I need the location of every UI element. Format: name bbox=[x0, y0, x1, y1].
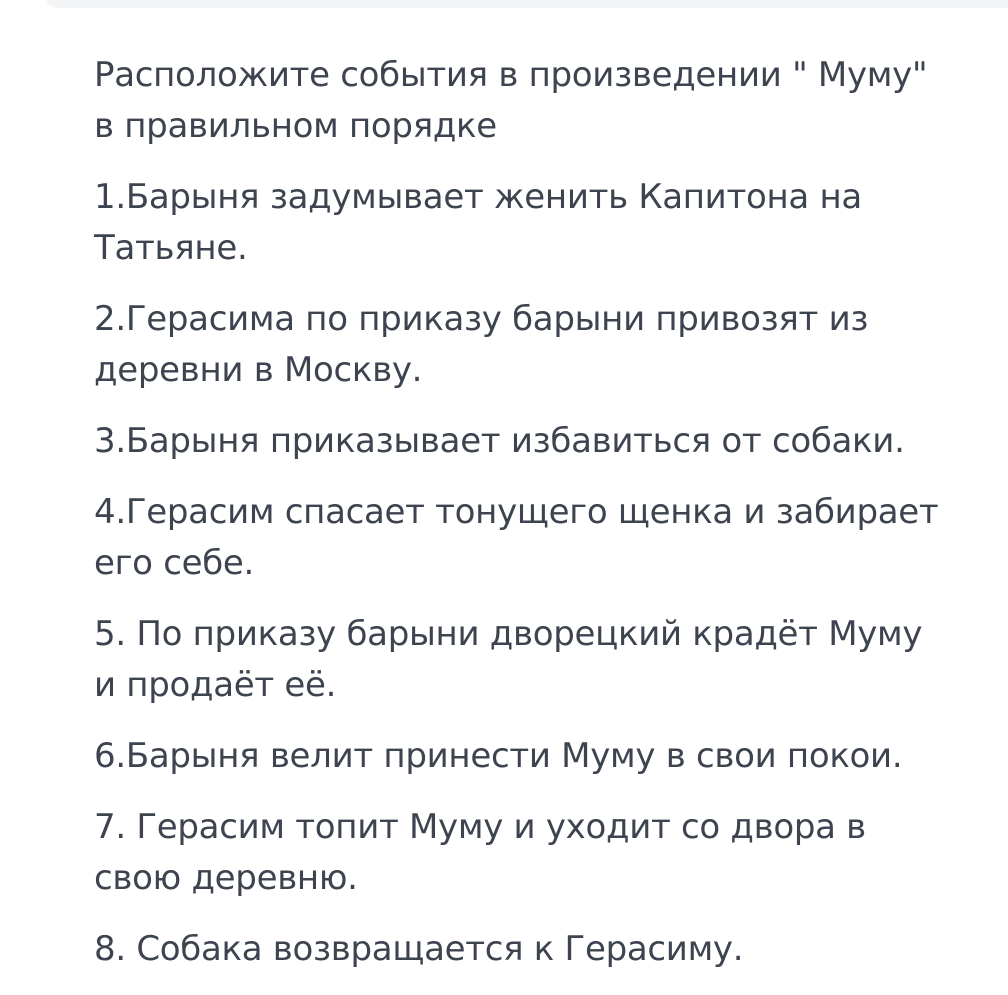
event-2-line-2: деревни в Москву. bbox=[94, 350, 423, 390]
event-item-6 bbox=[94, 731, 994, 782]
event-item-2 bbox=[94, 294, 994, 396]
event-item-4 bbox=[94, 487, 994, 589]
event-5-line-2: и продаёт её. bbox=[94, 665, 337, 705]
event-4-line-1: 4.Герасим спасает тонущего щенка и забирает bbox=[94, 492, 939, 532]
question-line-2: в правильном порядке bbox=[94, 106, 497, 146]
event-item-8 bbox=[94, 924, 994, 975]
event-7-line-2: свою деревню. bbox=[94, 858, 358, 898]
question-text bbox=[94, 50, 994, 152]
event-7-line-1: 7. Герасим топит Муму и уходит со двора в bbox=[94, 807, 866, 847]
question-line-1: Расположите события в произведении " Муму" bbox=[94, 55, 928, 95]
events-list bbox=[94, 172, 994, 975]
task-text bbox=[94, 50, 994, 995]
event-2-line-1: 2.Герасима по приказу барыни привозят из bbox=[94, 299, 869, 339]
event-3-line-1: 3.Барыня приказывает избавиться от собаки. bbox=[94, 421, 905, 461]
event-item-5 bbox=[94, 609, 994, 711]
event-item-3 bbox=[94, 416, 994, 467]
event-6-line-1: 6.Барыня велит принести Муму в свои покои. bbox=[94, 736, 903, 776]
event-item-7 bbox=[94, 802, 994, 904]
event-item-1 bbox=[94, 172, 994, 274]
top-card-edge bbox=[46, 0, 1008, 8]
event-1-line-1: 1.Барыня задумывает женить Капитона на bbox=[94, 177, 862, 217]
event-1-line-2: Татьяне. bbox=[94, 228, 248, 268]
event-4-line-2: его себе. bbox=[94, 543, 254, 583]
event-8-line-1: 8. Собака возвращается к Герасиму. bbox=[94, 929, 744, 969]
event-5-line-1: 5. По приказу барыни дворецкий крадёт Муму bbox=[94, 614, 923, 654]
